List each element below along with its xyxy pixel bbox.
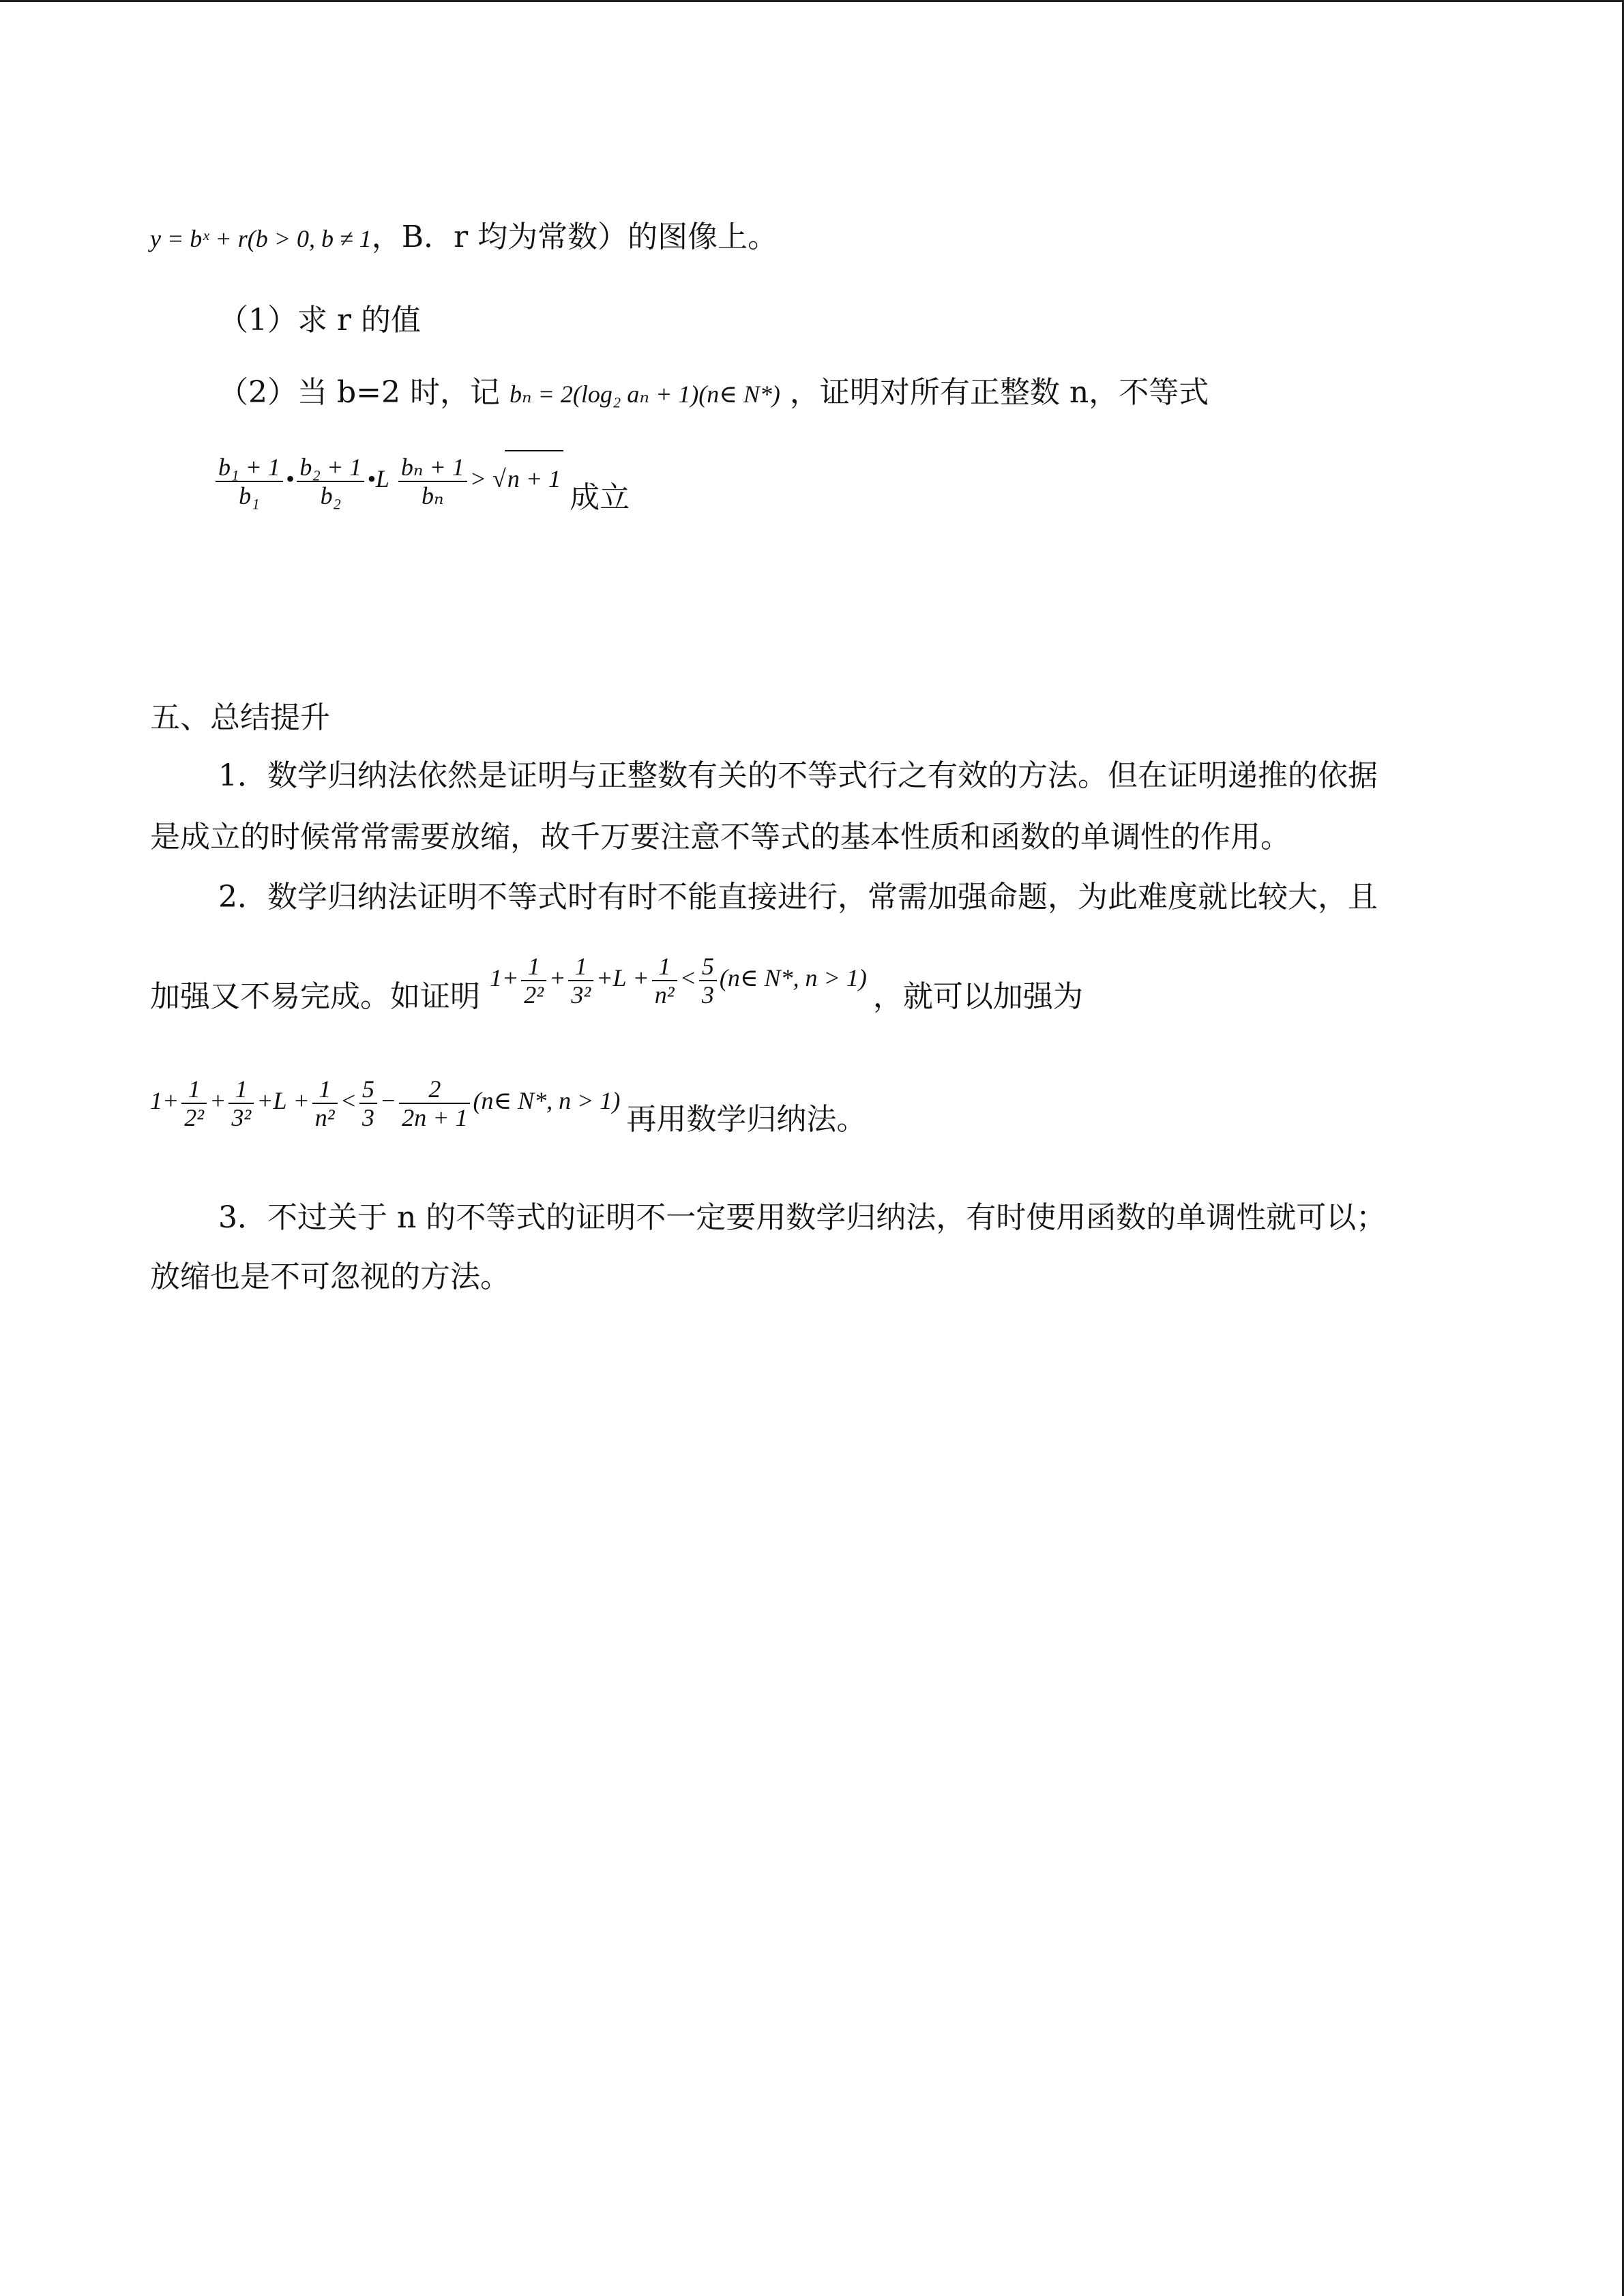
section-heading: 五、总结提升 — [150, 700, 330, 735]
part2-suffix: ，证明对所有正整数 n，不等式 — [789, 375, 1209, 410]
inequality-formula-2: 1+ $\frac{1}{\text{2²}}$ + $\frac{1}{\text{3²}}$ +L + $\frac{1}{\text{n²}}$ < $\frac{5}{3}$ − $\frac{2}{2n + 1}$ (n∈ N*, n > 1) — [150, 1075, 627, 1131]
p2-suffix: ，就可以加强为 — [872, 979, 1083, 1014]
p1-line2: 是成立的时候常常需要放缩，故千万要注意不等式的基本性质和函数的单调性的作用。 — [150, 820, 1290, 854]
product-inequality — [213, 450, 630, 515]
p1-line1: 1．数学归纳法依然是证明与正整数有关的不等式行之有效的方法。但在证明递推的依据 — [218, 758, 1378, 793]
p2-line2 — [150, 949, 1083, 1014]
part2-prefix: （2）当 b=2 时，记 — [218, 375, 500, 410]
inequality-tail: 成立 — [570, 480, 630, 515]
product-formula: $\frac{\text{b₁ + 1}}{\text{b₁}}$ • $\frac{\text{b₂ + 1}}{\text{b₂}}$ •L $\frac{\text{bₙ + 1}}{\text{bₙ}}$ > √n + 1 — [213, 465, 570, 492]
p3-line2: 放缩也是不可忽视的方法。 — [150, 1259, 510, 1294]
part2-line — [218, 374, 1209, 413]
function-statement-text: ，B．r 均为常数）的图像上。 — [371, 220, 778, 254]
p2-tail: 再用数学归纳法。 — [626, 1102, 867, 1137]
p3-line1: 3．不过关于 n 的不等式的证明不一定要用数学归纳法，有时使用函数的单调性就可以； — [218, 1200, 1387, 1235]
p2-line3 — [150, 1072, 867, 1137]
p2-prefix: 加强又不易完成。如证明 — [150, 979, 480, 1014]
function-statement-line — [150, 218, 778, 258]
page-top-border — [0, 0, 1624, 2]
part2-formula: bₙ = 2(log₂ aₙ + 1)(n∈ N*) — [510, 381, 780, 408]
part1-line: （1）求 r 的值 — [218, 303, 421, 338]
inequality-formula-1: 1+ $\frac{1}{\text{2²}}$ + $\frac{1}{\text{3²}}$ +L + $\frac{1}{\text{n²}}$ < $\frac{5}{3}$ (n∈ N*, n > 1) — [490, 952, 873, 1009]
p2-line1: 2．数学归纳法证明不等式时有时不能直接进行，常需加强命题，为此难度就比较大，且 — [218, 880, 1378, 914]
function-formula: y = bˣ + r(b > 0, b ≠ 1 — [150, 225, 372, 252]
